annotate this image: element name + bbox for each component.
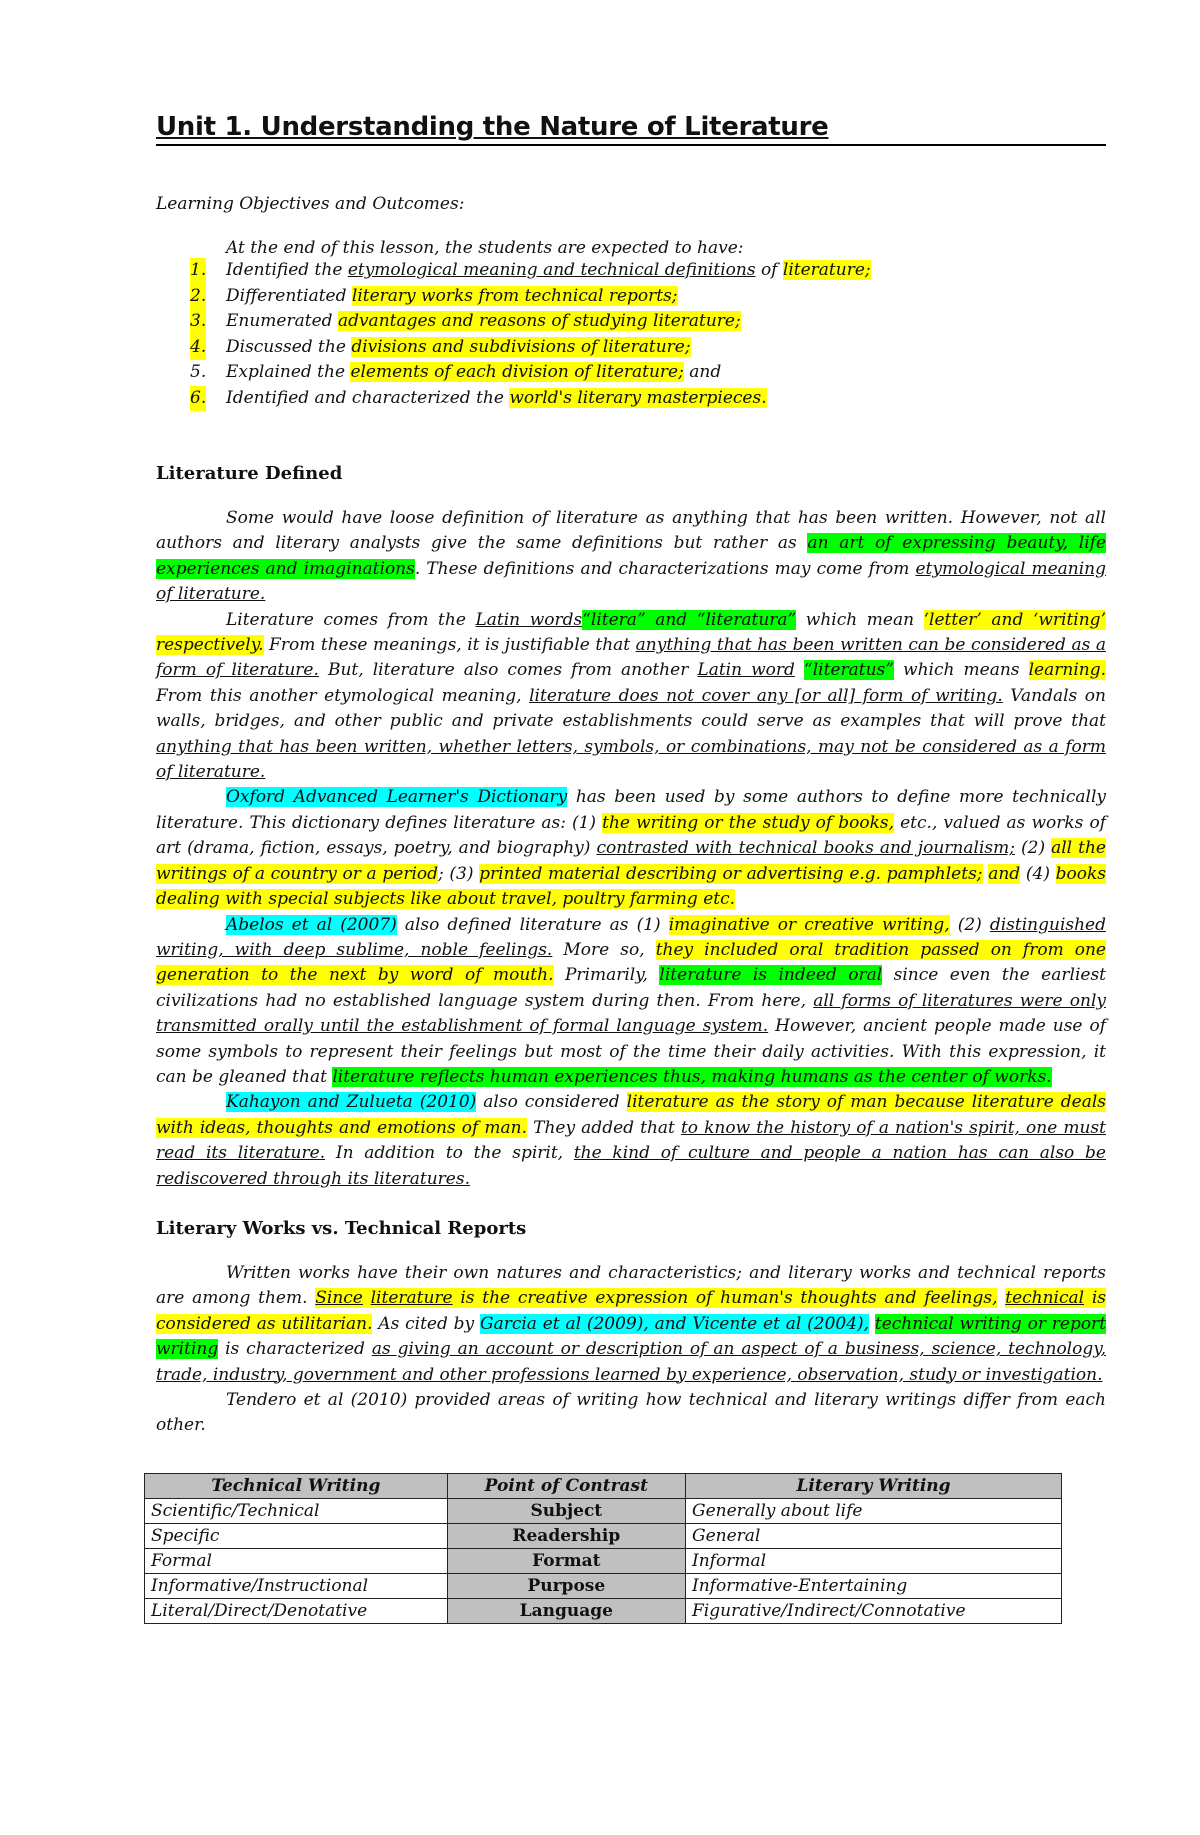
table-row: [145, 1573, 1062, 1598]
paragraph: Kahayon and Zulueta (2010) also considered literature as the story of man because literature deals with ideas, thoughts and emotions of man. They added that to know the history of a nation's spirit, one must read its literature. In addition to the spirit, the kind of culture and people a nation has can also be rediscovered through its literatures.: [156, 1092, 1106, 1189]
table-cell: Purpose: [447, 1573, 685, 1598]
table-header-row: [145, 1473, 1062, 1498]
objective-item: 6. Identified and characterized the world's literary masterpieces.: [226, 386, 1106, 412]
objective-item: 2. Differentiated literary works from technical reports;: [226, 284, 1106, 310]
table-cell: Readership: [447, 1523, 685, 1548]
objective-item: 1. Identified the etymological meaning and technical definitions of literature;: [226, 258, 1106, 284]
paragraph: Tendero et al (2010) provided areas of writing how technical and literary writings differ from each other.: [156, 1390, 1106, 1436]
table-cell: Language: [447, 1598, 685, 1623]
paragraph: Abelos et al (2007) also defined literature as (1) imaginative or creative writing, (2) distinguished writing, with deep sublime, noble feelings. More so, they included oral tradition passed on from one generation to the next by word of mouth. Primarily, literature is indeed oral since even the earliest civilizations had no established language system during then. From here, all forms of literatures were only transmitted orally until the establishment of formal language system. However, ancient people made use of some symbols to represent their feelings but most of the time their daily activities. With this expression, it can be gleaned that literature reflects human experiences thus, making humans as the center of works.: [156, 914, 1107, 1087]
paragraph: Oxford Advanced Learner's Dictionary has been used by some authors to define more technically literature. This dictionary defines literature as: (1) the writing or the study of books, etc., valued as works of art (drama, fiction, essays, poetry, and biography) contrasted with technical books and journalism; (2) all the writings of a country or a period; (3) printed material describing or advertising e.g. pamphlets; and (4) books dealing with special subjects like about travel, poultry farming etc.: [156, 787, 1107, 910]
objective-item: 4. Discussed the divisions and subdivisions of literature;: [226, 335, 1106, 361]
table-cell: Subject: [447, 1498, 685, 1523]
column-header: Point of Contrast: [447, 1473, 685, 1498]
paragraph: Written works have their own natures and characteristics; and literary works and technical reports are among them. Since literature is the creative expression of human's thoughts and feelings, technical is considered as utilitarian. As cited by Garcia et al (2009), and Vicente et al (2004), technical writing or report writing is characterized as giving an account or description of an aspect of a business, science, technology, trade, industry, government and other professions learned by experience, observation, study or investigation.: [156, 1262, 1107, 1385]
table-row: [145, 1523, 1062, 1548]
objectives-list: [156, 258, 1106, 411]
column-header: Literary Writing: [686, 1473, 1062, 1498]
table-cell: Generally about life: [686, 1498, 1062, 1523]
table-row: [145, 1598, 1062, 1623]
section-heading-literature-defined: Literature Defined: [156, 463, 343, 484]
literature-defined-body: [156, 506, 1106, 1192]
table-row: [145, 1548, 1062, 1573]
objective-item: 5. Explained the elements of each division of literature; and: [190, 362, 722, 382]
table-cell: Literal/Direct/Denotative: [145, 1598, 448, 1623]
column-header: Technical Writing: [145, 1473, 448, 1498]
paragraph: Some would have loose definition of literature as anything that has been written. However, not all authors and literary analysts give the same definitions but rather as an art of expressing beauty, life experiences and imaginations. These definitions and characterizations may come from etymological meaning of literature.: [156, 508, 1107, 605]
table-cell: Informal: [686, 1548, 1062, 1573]
table-cell: Informative/Instructional: [145, 1573, 448, 1598]
section-heading-literary-vs-technical: Literary Works vs. Technical Reports: [156, 1217, 527, 1239]
table-cell: Figurative/Indirect/Connotative: [686, 1598, 1062, 1623]
table-cell: General: [686, 1523, 1062, 1548]
table-cell: Formal: [145, 1548, 448, 1573]
objectives-heading: Learning Objectives and Outcomes:: [156, 194, 465, 214]
table-cell: Format: [447, 1548, 685, 1573]
literary-vs-technical-body: [156, 1261, 1106, 1439]
objectives-intro: At the end of this lesson, the students are expected to have:: [226, 238, 744, 258]
table-cell: Specific: [145, 1523, 448, 1548]
unit-title: Unit 1. Understanding the Nature of Literature: [156, 112, 1106, 146]
paragraph: Literature comes from the Latin words“litera” and “literatura” which mean ‘letter’ and ‘writing’ respectively. From these meanings, it is justifiable that anything that has been written can be considered as a form of literature. But, literature also comes from another Latin word “literatus” which means learning. From this another etymological meaning, literature does not cover any [or all] form of writing. Vandals on walls, bridges, and other public and private establishments could serve as examples that will prove that anything that has been written, whether letters, symbols, or combinations, may not be considered as a form of literature.: [156, 609, 1106, 783]
objective-item: 3. Enumerated advantages and reasons of studying literature;: [226, 309, 1106, 335]
contrast-table: [144, 1473, 1062, 1624]
table-row: [145, 1498, 1062, 1523]
table-cell: Informative-Entertaining: [686, 1573, 1062, 1598]
table-cell: Scientific/Technical: [145, 1498, 448, 1523]
